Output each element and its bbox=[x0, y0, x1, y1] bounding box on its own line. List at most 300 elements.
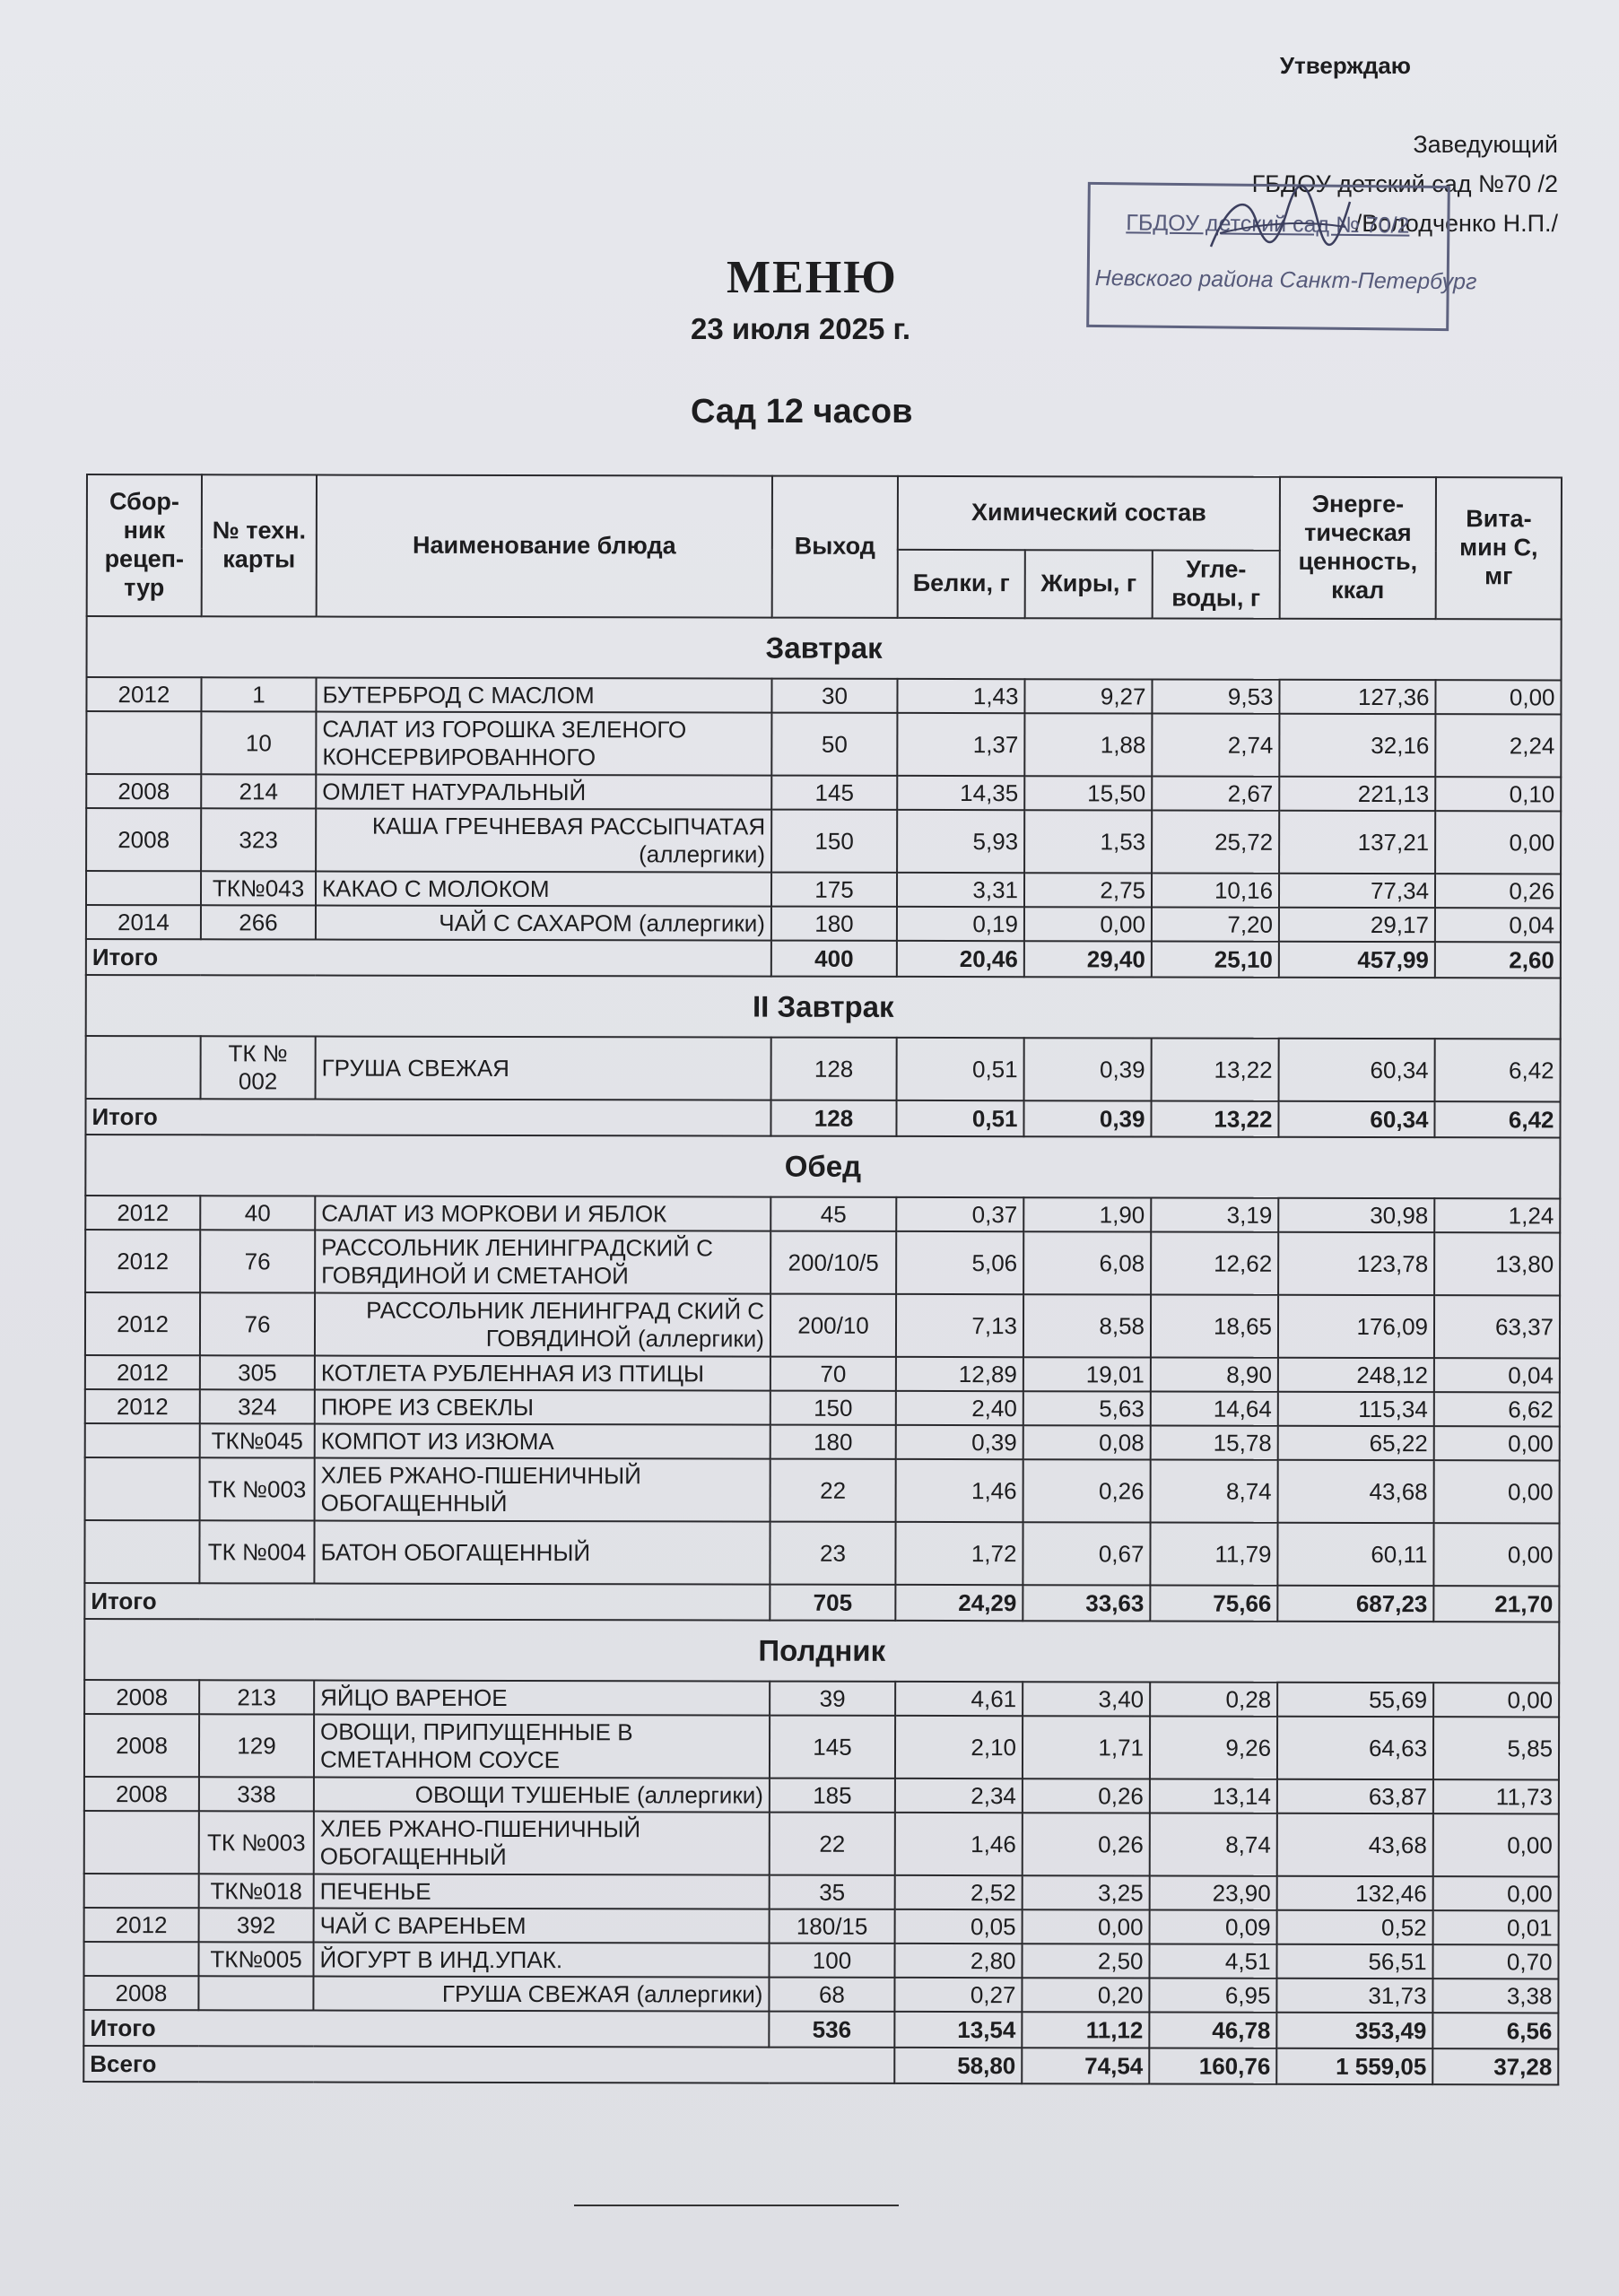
header-fat: Жиры, г bbox=[1025, 550, 1153, 618]
output-cell: 175 bbox=[771, 873, 897, 907]
page-title: МЕНЮ bbox=[727, 252, 898, 303]
table-row bbox=[85, 1292, 1560, 1358]
fat-cell: 5,63 bbox=[1023, 1391, 1151, 1425]
output-cell: 23 bbox=[770, 1522, 895, 1585]
output-cell: 22 bbox=[770, 1459, 896, 1522]
vitc-cell: 6,62 bbox=[1434, 1392, 1560, 1426]
fat-cell: 9,27 bbox=[1024, 679, 1152, 713]
protein-cell: 2,40 bbox=[896, 1391, 1023, 1425]
card-cell: 1 bbox=[201, 677, 316, 711]
dish-cell: ЙОГУРТ В ИНД.УПАК. bbox=[313, 1943, 769, 1978]
carb-cell: 18,65 bbox=[1151, 1294, 1278, 1357]
collection-cell: 2008 bbox=[83, 1976, 198, 2010]
fat-cell: 1,53 bbox=[1024, 810, 1152, 873]
vitc-cell: 0,00 bbox=[1433, 1813, 1559, 1876]
vitc-cell: 0,26 bbox=[1435, 874, 1561, 908]
dish-cell: ЯЙЦО ВАРЕНОЕ bbox=[314, 1681, 770, 1716]
fat-cell: 0,39 bbox=[1024, 1038, 1152, 1100]
output-cell: 35 bbox=[770, 1875, 895, 1909]
carb-cell: 25,72 bbox=[1152, 810, 1279, 873]
total-row bbox=[86, 939, 1561, 978]
dish-cell: КОТЛЕТА РУБЛЕННАЯ ИЗ ПТИЦЫ bbox=[315, 1356, 770, 1391]
vitc-cell: 6,42 bbox=[1435, 1039, 1561, 1101]
fat-cell: 19,01 bbox=[1023, 1357, 1151, 1391]
output-cell: 180/15 bbox=[770, 1909, 895, 1944]
total-carb: 25,10 bbox=[1152, 941, 1279, 977]
card-cell bbox=[198, 1976, 313, 2010]
carb-cell: 2,67 bbox=[1152, 776, 1279, 810]
total-row bbox=[85, 1099, 1560, 1137]
grand-total-carb: 160,76 bbox=[1149, 2048, 1276, 2083]
protein-cell: 5,93 bbox=[897, 810, 1024, 873]
collection-cell: 2012 bbox=[85, 1196, 200, 1230]
stamp-line-2: Невского района Санкт-Петербург bbox=[1094, 265, 1477, 295]
output-cell: 45 bbox=[770, 1197, 896, 1231]
protein-cell: 5,06 bbox=[896, 1231, 1023, 1294]
menu-date: 23 июля 2025 г. bbox=[691, 312, 911, 345]
collection-cell bbox=[85, 1457, 200, 1520]
table-row bbox=[83, 1942, 1558, 1979]
protein-cell: 1,43 bbox=[897, 679, 1024, 713]
dish-cell: ОВОЩИ ТУШЕНЫЕ (аллергики) bbox=[314, 1778, 770, 1813]
table-body bbox=[83, 616, 1561, 2084]
fat-cell: 3,40 bbox=[1023, 1682, 1150, 1716]
table-header bbox=[87, 474, 1562, 619]
total-energy: 687,23 bbox=[1277, 1586, 1433, 1622]
total-label: Итого bbox=[83, 2010, 769, 2048]
vitc-cell: 0,00 bbox=[1433, 1523, 1559, 1586]
table-row bbox=[86, 677, 1561, 714]
card-cell: 129 bbox=[199, 1714, 314, 1777]
collection-cell bbox=[83, 1942, 198, 1976]
card-cell: ТК№045 bbox=[200, 1423, 315, 1457]
total-vitc: 6,42 bbox=[1434, 1101, 1560, 1137]
energy-cell: 55,69 bbox=[1277, 1683, 1433, 1717]
vitc-cell: 0,00 bbox=[1435, 811, 1561, 874]
fat-cell: 0,26 bbox=[1023, 1779, 1150, 1813]
carb-cell: 12,62 bbox=[1151, 1231, 1278, 1294]
output-cell: 200/10/5 bbox=[770, 1231, 896, 1294]
carb-cell: 8,90 bbox=[1151, 1357, 1278, 1391]
energy-cell: 32,16 bbox=[1279, 714, 1435, 777]
total-protein: 24,29 bbox=[895, 1585, 1023, 1621]
fat-cell: 2,75 bbox=[1024, 873, 1152, 907]
dish-cell: БАТОН ОБОГАЩЕННЫЙ bbox=[314, 1521, 770, 1585]
section-header-row bbox=[85, 1135, 1560, 1198]
carb-cell: 9,53 bbox=[1152, 679, 1279, 713]
energy-cell: 43,68 bbox=[1277, 1813, 1433, 1876]
protein-cell: 1,46 bbox=[896, 1459, 1023, 1522]
total-output: 705 bbox=[770, 1585, 895, 1621]
card-cell: 338 bbox=[199, 1777, 314, 1811]
table-row bbox=[85, 1230, 1560, 1295]
total-protein: 0,51 bbox=[896, 1100, 1023, 1136]
output-cell: 22 bbox=[770, 1813, 895, 1875]
energy-cell: 0,52 bbox=[1277, 1910, 1433, 1944]
fat-cell: 0,00 bbox=[1024, 907, 1152, 941]
protein-cell: 12,89 bbox=[896, 1357, 1023, 1391]
section-header-row bbox=[87, 616, 1562, 680]
header-output: Выход bbox=[772, 476, 898, 618]
vitc-cell: 0,10 bbox=[1435, 777, 1561, 811]
card-cell: 214 bbox=[201, 774, 316, 808]
card-cell: ТК №003 bbox=[200, 1457, 315, 1520]
table-row bbox=[84, 1680, 1559, 1717]
protein-cell: 1,37 bbox=[897, 713, 1024, 776]
protein-cell: 3,31 bbox=[897, 873, 1024, 907]
total-vitc: 2,60 bbox=[1435, 942, 1561, 978]
dish-cell: КАША ГРЕЧНЕВАЯ РАССЫПЧАТАЯ (аллергики) bbox=[316, 809, 771, 873]
protein-cell: 14,35 bbox=[897, 776, 1024, 810]
carb-cell: 15,78 bbox=[1151, 1425, 1278, 1459]
card-cell: 76 bbox=[200, 1230, 315, 1292]
table-row bbox=[86, 711, 1561, 777]
total-output: 128 bbox=[770, 1100, 896, 1136]
table-row bbox=[85, 1423, 1560, 1460]
protein-cell: 2,10 bbox=[895, 1716, 1023, 1779]
vitc-cell: 3,38 bbox=[1432, 1979, 1558, 2013]
energy-cell: 176,09 bbox=[1278, 1295, 1434, 1358]
energy-cell: 60,34 bbox=[1279, 1039, 1435, 1101]
total-energy: 60,34 bbox=[1278, 1101, 1434, 1137]
collection-cell: 2012 bbox=[84, 1908, 199, 1942]
fat-cell: 0,67 bbox=[1023, 1522, 1150, 1585]
header-chem: Химический состав bbox=[898, 476, 1280, 551]
output-cell: 180 bbox=[770, 1425, 896, 1459]
total-carb: 46,78 bbox=[1149, 2012, 1276, 2048]
energy-cell: 29,17 bbox=[1279, 908, 1435, 942]
card-cell: ТК№005 bbox=[198, 1942, 313, 1976]
table-row bbox=[84, 1811, 1559, 1876]
energy-cell: 43,68 bbox=[1278, 1460, 1434, 1523]
card-cell: 40 bbox=[200, 1196, 315, 1230]
output-cell: 30 bbox=[771, 679, 897, 713]
vitc-cell: 5,85 bbox=[1433, 1717, 1559, 1779]
total-carb: 75,66 bbox=[1150, 1585, 1277, 1621]
card-cell: 392 bbox=[199, 1908, 314, 1942]
protein-cell: 0,39 bbox=[896, 1425, 1023, 1459]
table-row bbox=[84, 1520, 1559, 1586]
total-fat: 0,39 bbox=[1023, 1100, 1151, 1136]
card-cell: ТК № 002 bbox=[201, 1036, 316, 1099]
card-cell: ТК№018 bbox=[199, 1874, 314, 1908]
protein-cell: 0,27 bbox=[894, 1978, 1022, 2012]
vitc-cell: 0,70 bbox=[1433, 1944, 1559, 1979]
section-title: Завтрак bbox=[87, 616, 1562, 680]
protein-cell: 4,61 bbox=[895, 1682, 1023, 1716]
energy-cell: 65,22 bbox=[1278, 1426, 1434, 1460]
grand-total-row bbox=[83, 2046, 1558, 2084]
energy-cell: 123,78 bbox=[1278, 1232, 1434, 1295]
dish-cell: ГРУША СВЕЖАЯ (аллергики) bbox=[313, 1977, 769, 2012]
dish-cell: ЧАЙ С ВАРЕНЬЕМ bbox=[314, 1909, 770, 1944]
output-cell: 145 bbox=[771, 776, 897, 810]
collection-cell: 2012 bbox=[85, 1292, 200, 1355]
total-energy: 353,49 bbox=[1276, 2013, 1432, 2048]
collection-cell: 2008 bbox=[86, 774, 201, 808]
carb-cell: 6,95 bbox=[1149, 1978, 1276, 2012]
energy-cell: 64,63 bbox=[1277, 1717, 1433, 1779]
grand-total-fat: 74,54 bbox=[1022, 2048, 1149, 2083]
dish-cell: ЧАЙ С САХАРОМ (аллергики) bbox=[316, 906, 771, 941]
table-row bbox=[86, 808, 1561, 874]
fat-cell: 1,88 bbox=[1024, 713, 1152, 776]
energy-cell: 31,73 bbox=[1276, 1979, 1432, 2013]
grand-total-vitc: 37,28 bbox=[1432, 2048, 1558, 2084]
fat-cell: 0,26 bbox=[1023, 1813, 1150, 1875]
stamp-line-1: ГБДОУ детский сад № 70/2 bbox=[1126, 210, 1410, 239]
energy-cell: 127,36 bbox=[1279, 680, 1435, 714]
collection-cell: 2008 bbox=[84, 1680, 199, 1714]
collection-cell bbox=[86, 1036, 201, 1099]
output-cell: 150 bbox=[770, 1391, 896, 1425]
header-vitc: Вита-мин С, мг bbox=[1436, 477, 1562, 619]
protein-cell: 0,19 bbox=[897, 907, 1024, 941]
card-cell: ТК №004 bbox=[199, 1520, 314, 1583]
total-output: 400 bbox=[771, 941, 897, 977]
vitc-cell: 13,80 bbox=[1434, 1232, 1560, 1295]
grand-total-protein: 58,80 bbox=[894, 2048, 1022, 2083]
energy-cell: 132,46 bbox=[1277, 1876, 1433, 1910]
total-output: 536 bbox=[769, 2012, 894, 2048]
total-protein: 13,54 bbox=[894, 2012, 1022, 2048]
protein-cell: 2,52 bbox=[895, 1875, 1023, 1909]
output-cell: 70 bbox=[770, 1357, 896, 1391]
energy-cell: 30,98 bbox=[1278, 1198, 1434, 1232]
vitc-cell: 11,73 bbox=[1433, 1779, 1559, 1813]
total-vitc: 6,56 bbox=[1432, 2013, 1558, 2048]
carb-cell: 8,74 bbox=[1151, 1459, 1278, 1522]
output-cell: 39 bbox=[770, 1682, 895, 1716]
table-row bbox=[86, 1036, 1561, 1101]
card-cell: 305 bbox=[200, 1355, 315, 1389]
approval-signature-name: /Володченко Н.П./ bbox=[1354, 210, 1558, 237]
collection-cell bbox=[86, 711, 201, 774]
card-cell: 324 bbox=[200, 1389, 315, 1423]
header-card: № техн. карты bbox=[202, 474, 317, 616]
carb-cell: 2,74 bbox=[1152, 713, 1279, 776]
fat-cell: 0,08 bbox=[1023, 1425, 1151, 1459]
section-title: Обед bbox=[85, 1135, 1560, 1198]
total-row bbox=[83, 2010, 1558, 2048]
dish-cell: САЛАТ ИЗ МОРКОВИ И ЯБЛОК bbox=[315, 1196, 770, 1231]
table-row bbox=[85, 1389, 1560, 1426]
dish-cell: РАССОЛЬНИК ЛЕНИНГРАДСКИЙ С ГОВЯДИНОЙ И СМЕТАНОЙ bbox=[315, 1231, 770, 1294]
approval-position: Заведующий bbox=[1413, 131, 1558, 158]
vitc-cell: 0,04 bbox=[1434, 1358, 1560, 1392]
total-fat: 29,40 bbox=[1024, 941, 1152, 977]
total-fat: 33,63 bbox=[1023, 1585, 1150, 1621]
collection-cell: 2008 bbox=[84, 1714, 199, 1777]
header-carb: Угле-воды, г bbox=[1153, 550, 1280, 618]
carb-cell: 11,79 bbox=[1150, 1522, 1277, 1585]
protein-cell: 7,13 bbox=[896, 1294, 1023, 1357]
grand-total-label: Всего bbox=[83, 2046, 894, 2083]
dish-cell: ГРУША СВЕЖАЯ bbox=[316, 1037, 771, 1100]
output-cell: 145 bbox=[770, 1716, 895, 1779]
total-label: Итого bbox=[85, 1099, 770, 1136]
vitc-cell: 0,00 bbox=[1435, 680, 1561, 714]
output-cell: 50 bbox=[771, 713, 897, 776]
vitc-cell: 0,04 bbox=[1435, 908, 1561, 942]
output-cell: 180 bbox=[771, 907, 897, 941]
table-row bbox=[84, 1777, 1559, 1813]
header-protein: Белки, г bbox=[898, 550, 1025, 618]
total-energy: 457,99 bbox=[1279, 942, 1435, 978]
total-fat: 11,12 bbox=[1022, 2012, 1149, 2048]
table-row bbox=[84, 1714, 1559, 1779]
total-label: Итого bbox=[86, 939, 771, 977]
card-cell: 76 bbox=[200, 1292, 315, 1355]
vitc-cell: 0,00 bbox=[1434, 1460, 1560, 1523]
total-protein: 20,46 bbox=[897, 941, 1024, 977]
energy-cell: 77,34 bbox=[1279, 874, 1435, 908]
table-row bbox=[86, 871, 1561, 908]
dish-cell: ОМЛЕТ НАТУРАЛЬНЫЙ bbox=[316, 775, 771, 810]
carb-cell: 23,90 bbox=[1150, 1875, 1277, 1909]
vitc-cell: 63,37 bbox=[1434, 1295, 1560, 1358]
table-row bbox=[85, 1457, 1560, 1523]
dish-cell: ХЛЕБ РЖАНО-ПШЕНИЧНЫЙ ОБОГАЩЕННЫЙ bbox=[314, 1812, 770, 1875]
header-collection: Сбор-ник рецеп-тур bbox=[87, 474, 202, 616]
energy-cell: 56,51 bbox=[1277, 1944, 1433, 1979]
collection-cell: 2012 bbox=[85, 1230, 200, 1292]
carb-cell: 8,74 bbox=[1150, 1813, 1277, 1875]
collection-cell bbox=[84, 1874, 199, 1908]
output-cell: 185 bbox=[770, 1779, 895, 1813]
table-row bbox=[84, 1908, 1559, 1944]
dish-cell: РАССОЛЬНИК ЛЕНИНГРАД СКИЙ С ГОВЯДИНОЙ (аллергики) bbox=[315, 1293, 770, 1357]
carb-cell: 10,16 bbox=[1152, 873, 1279, 907]
vitc-cell: 0,00 bbox=[1434, 1426, 1560, 1460]
vitc-cell: 0,00 bbox=[1433, 1876, 1559, 1910]
protein-cell: 0,05 bbox=[895, 1909, 1023, 1944]
collection-cell: 2014 bbox=[86, 905, 201, 939]
signature-scribble-icon bbox=[1202, 184, 1354, 265]
total-vitc: 21,70 bbox=[1433, 1586, 1559, 1622]
fat-cell: 6,08 bbox=[1023, 1231, 1151, 1294]
protein-cell: 2,80 bbox=[894, 1944, 1022, 1978]
dish-cell: ПЕЧЕНЬЕ bbox=[314, 1874, 770, 1909]
table-row bbox=[85, 1196, 1560, 1232]
collection-cell: 2012 bbox=[85, 1389, 200, 1423]
card-cell: 266 bbox=[201, 905, 316, 939]
fat-cell: 3,25 bbox=[1023, 1875, 1150, 1909]
dish-cell: КАКАО С МОЛОКОМ bbox=[316, 872, 771, 907]
fat-cell: 15,50 bbox=[1024, 776, 1152, 810]
table-row bbox=[86, 774, 1561, 811]
fat-cell: 0,00 bbox=[1023, 1909, 1150, 1944]
collection-cell: 2012 bbox=[85, 1355, 200, 1389]
approval-organization: ГБДОУ детский сад №70 /2 bbox=[1251, 170, 1558, 197]
table-row bbox=[84, 1874, 1559, 1910]
menu-table bbox=[83, 474, 1562, 2085]
collection-cell: 2012 bbox=[86, 677, 201, 711]
dish-cell: ОВОЩИ, ПРИПУЩЕННЫЕ В СМЕТАННОМ СОУСЕ bbox=[314, 1715, 770, 1779]
energy-cell: 63,87 bbox=[1277, 1779, 1433, 1813]
protein-cell: 2,34 bbox=[895, 1779, 1023, 1813]
vitc-cell: 0,00 bbox=[1433, 1683, 1559, 1717]
collection-cell bbox=[84, 1520, 199, 1583]
carb-cell: 3,19 bbox=[1151, 1197, 1278, 1231]
card-cell: 10 bbox=[201, 711, 316, 774]
output-cell: 128 bbox=[771, 1038, 897, 1100]
fat-cell: 2,50 bbox=[1022, 1944, 1149, 1978]
vitc-cell: 2,24 bbox=[1435, 714, 1561, 777]
dish-cell: САЛАТ ИЗ ГОРОШКА ЗЕЛЕНОГО КОНСЕРВИРОВАННОГО bbox=[316, 712, 771, 776]
energy-cell: 221,13 bbox=[1279, 777, 1435, 811]
energy-cell: 60,11 bbox=[1277, 1523, 1433, 1586]
energy-cell: 115,34 bbox=[1278, 1392, 1434, 1426]
carb-cell: 9,26 bbox=[1150, 1716, 1277, 1779]
collection-cell bbox=[84, 1811, 199, 1874]
fat-cell: 8,58 bbox=[1023, 1294, 1151, 1357]
card-cell: ТК №003 bbox=[199, 1811, 314, 1874]
total-label: Итого bbox=[84, 1583, 770, 1621]
carb-cell: 0,09 bbox=[1150, 1909, 1277, 1944]
carb-cell: 0,28 bbox=[1150, 1682, 1277, 1716]
collection-cell: 2008 bbox=[84, 1777, 199, 1811]
protein-cell: 1,72 bbox=[895, 1522, 1023, 1585]
energy-cell: 248,12 bbox=[1278, 1358, 1434, 1392]
vitc-cell: 0,01 bbox=[1433, 1910, 1559, 1944]
menu-subtitle: Сад 12 часов bbox=[691, 393, 913, 430]
energy-cell: 137,21 bbox=[1279, 811, 1435, 874]
table-row bbox=[85, 1355, 1560, 1392]
fat-cell: 0,20 bbox=[1022, 1978, 1149, 2012]
header-dish: Наименование блюда bbox=[317, 475, 772, 618]
dish-cell: КОМПОТ ИЗ ИЗЮМА bbox=[315, 1424, 770, 1459]
dish-cell: БУТЕРБРОД С МАСЛОМ bbox=[316, 678, 771, 713]
protein-cell: 0,51 bbox=[897, 1038, 1024, 1100]
section-header-row bbox=[84, 1619, 1559, 1683]
section-title: Полдник bbox=[84, 1619, 1559, 1683]
carb-cell: 14,64 bbox=[1151, 1391, 1278, 1425]
fat-cell: 1,71 bbox=[1023, 1716, 1150, 1779]
protein-cell: 1,46 bbox=[895, 1813, 1023, 1875]
output-cell: 150 bbox=[771, 810, 897, 873]
vitc-cell: 1,24 bbox=[1434, 1198, 1560, 1232]
carb-cell: 4,51 bbox=[1149, 1944, 1276, 1978]
collection-cell bbox=[86, 871, 201, 905]
collection-cell bbox=[85, 1423, 200, 1457]
dish-cell: ПЮРЕ ИЗ СВЕКЛЫ bbox=[315, 1390, 770, 1425]
fat-cell: 0,26 bbox=[1023, 1459, 1151, 1522]
output-cell: 100 bbox=[769, 1944, 894, 1978]
total-row bbox=[84, 1583, 1559, 1622]
carb-cell: 13,14 bbox=[1150, 1779, 1277, 1813]
signature-line bbox=[574, 2205, 899, 2206]
card-cell: ТК№043 bbox=[201, 871, 316, 905]
fat-cell: 1,90 bbox=[1023, 1197, 1151, 1231]
protein-cell: 0,37 bbox=[896, 1197, 1023, 1231]
output-cell: 68 bbox=[769, 1978, 894, 2012]
grand-total-energy: 1 559,05 bbox=[1276, 2048, 1432, 2084]
approval-word: Утверждаю bbox=[1279, 52, 1411, 79]
total-carb: 13,22 bbox=[1151, 1100, 1278, 1136]
collection-cell: 2008 bbox=[86, 808, 201, 871]
table-row bbox=[83, 1976, 1558, 2013]
section-title: II Завтрак bbox=[86, 975, 1561, 1039]
header-energy: Энерге-тическая ценность, ккал bbox=[1280, 477, 1436, 619]
carb-cell: 7,20 bbox=[1152, 907, 1279, 941]
carb-cell: 13,22 bbox=[1152, 1038, 1279, 1100]
card-cell: 323 bbox=[201, 808, 316, 871]
section-header-row bbox=[86, 975, 1561, 1039]
dish-cell: ХЛЕБ РЖАНО-ПШЕНИЧНЫЙ ОБОГАЩЕННЫЙ bbox=[315, 1458, 770, 1522]
output-cell: 200/10 bbox=[770, 1294, 896, 1357]
card-cell: 213 bbox=[199, 1680, 314, 1714]
